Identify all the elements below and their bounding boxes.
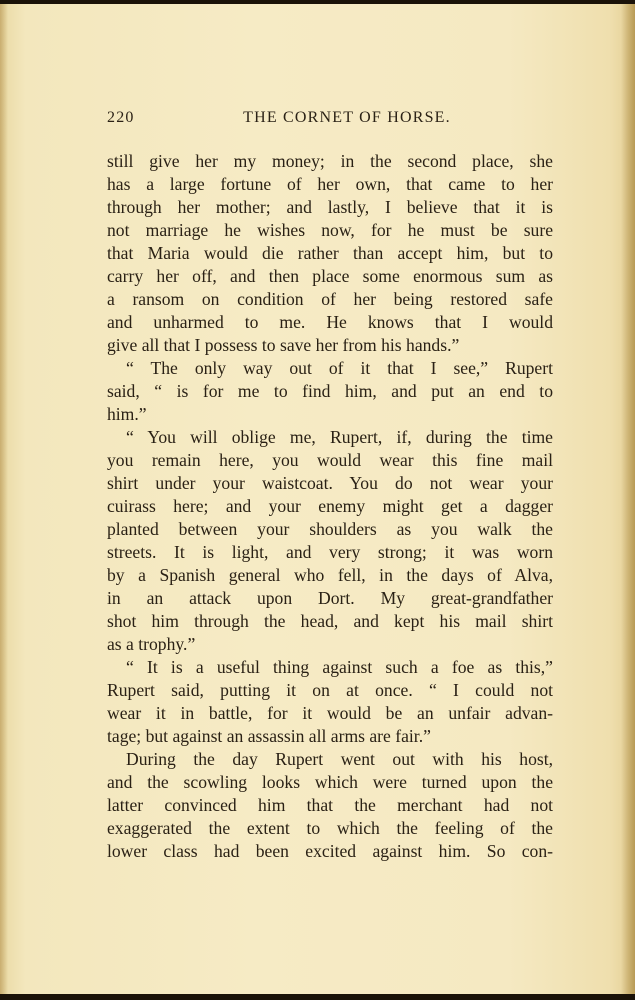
- text-line: a ransom on condition of her being restored safe: [107, 289, 553, 309]
- text-line: said, “ is for me to find him, and put an end to: [107, 381, 553, 401]
- text-line: you remain here, you would wear this fine mail: [107, 450, 553, 470]
- text-line: and unharmed to me. He knows that I would: [107, 312, 553, 332]
- text-line: by a Spanish general who fell, in the days of Alva,: [107, 565, 553, 585]
- text-line: lower class had been excited against him. So con-: [107, 841, 553, 861]
- book-page: [0, 4, 635, 994]
- text-line: “ It is a useful thing against such a foe as this,”: [126, 657, 553, 677]
- text-line: planted between your shoulders as you walk the: [107, 519, 553, 539]
- text-line: him.”: [107, 404, 147, 424]
- body-text: [107, 150, 553, 863]
- text-line: latter convinced him that the merchant had not: [107, 795, 553, 815]
- text-line: shot him through the head, and kept his mail shirt: [107, 611, 553, 631]
- text-line: carry her off, and then place some enormous sum as: [107, 266, 553, 286]
- page-header: [107, 109, 553, 135]
- text-line: shirt under your waistcoat. You do not wear your: [107, 473, 553, 493]
- text-line: wear it in battle, for it would be an unfair advan-: [107, 703, 553, 723]
- text-line: still give her my money; in the second place, she: [107, 151, 553, 171]
- text-line: During the day Rupert went out with his host,: [126, 749, 553, 769]
- text-line: “ You will oblige me, Rupert, if, during the time: [126, 427, 553, 447]
- text-line: cuirass here; and your enemy might get a dagger: [107, 496, 553, 516]
- running-head: THE CORNET OF HORSE.: [243, 109, 451, 126]
- text-line: as a trophy.”: [107, 634, 196, 654]
- text-line: tage; but against an assassin all arms are fair.”: [107, 726, 431, 746]
- text-line: in an attack upon Dort. My great-grandfather: [107, 588, 553, 608]
- text-line: has a large fortune of her own, that came to her: [107, 174, 553, 194]
- text-line: and the scowling looks which were turned upon the: [107, 772, 553, 792]
- text-line: that Maria would die rather than accept him, but to: [107, 243, 553, 263]
- page-number: 220: [107, 109, 135, 126]
- text-line: give all that I possess to save her from his hands.”: [107, 335, 460, 355]
- text-line: through her mother; and lastly, I believe that it is: [107, 197, 553, 217]
- text-line: not marriage he wishes now, for he must be sure: [107, 220, 553, 240]
- text-line: “ The only way out of it that I see,” Rupert: [126, 358, 553, 378]
- text-line: exaggerated the extent to which the feeling of the: [107, 818, 553, 838]
- text-line: Rupert said, putting it on at once. “ I could not: [107, 680, 553, 700]
- text-line: streets. It is light, and very strong; it was worn: [107, 542, 553, 562]
